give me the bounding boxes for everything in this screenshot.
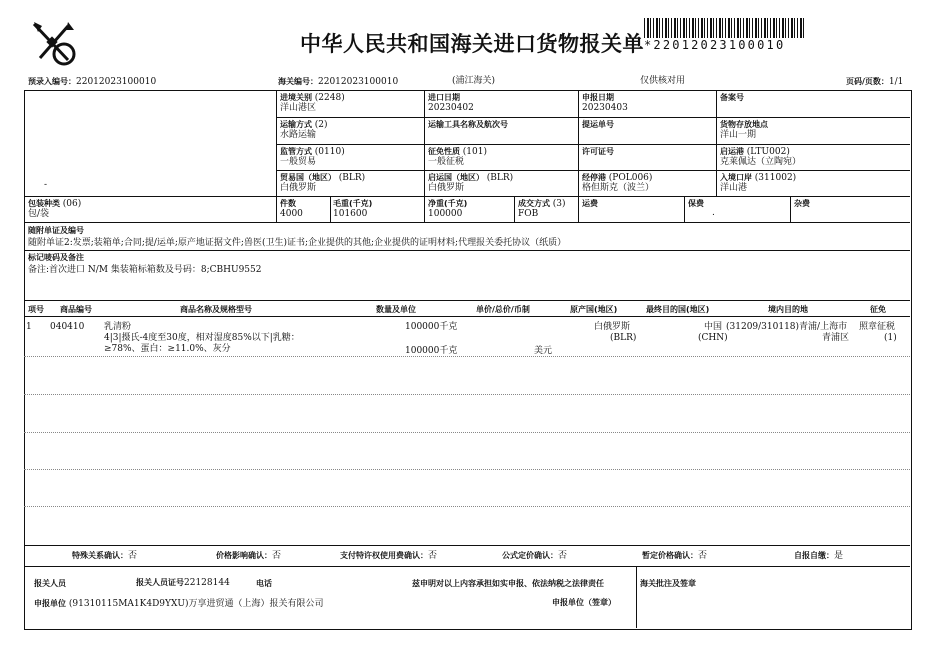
pack-code: (06) (62, 199, 82, 209)
transport-mode: 水路运输 (280, 130, 317, 140)
goods-spec-1: 4|3|摄氏-4度至30度，相对湿度85%以下|乳糖： (104, 333, 300, 343)
entry-port-label: 入境口岸 (720, 173, 752, 182)
trade-country: 白俄罗斯 (280, 183, 317, 193)
royalty-label: 支付特许权使用费确认： (340, 551, 428, 560)
net-weight: 100000 (428, 209, 463, 219)
customs-no-label: 海关编号： (278, 77, 318, 86)
price-label: 价格影响确认： (216, 551, 272, 560)
customs-office: (浦江海关) (452, 76, 496, 86)
price-value: 否 (272, 551, 282, 561)
goods-spec-2: ≥78%、蛋白：≥11.0%、灰分 (104, 344, 231, 354)
preentry-no: 22012023100010 (76, 77, 157, 87)
declare-date: 20230403 (582, 103, 628, 113)
declare-date-label: 申报日期 (582, 93, 614, 102)
goods-dest-code: (CHN) (698, 333, 728, 343)
net-weight-label: 净重(千克) (428, 199, 468, 208)
goods-code: 040410 (50, 322, 85, 332)
customs-no: 22012023100010 (318, 77, 399, 87)
cert-label: 报关人员证号 (136, 578, 184, 587)
goods-col-tax: 征免 (870, 305, 886, 314)
goods-tax-mode: 照章征税 (859, 322, 896, 332)
formula-label: 公式定价确认： (502, 551, 558, 560)
origin-country: 白俄罗斯 (428, 183, 465, 193)
goods-dest-domestic: (31209/310118)青浦/上海市 (726, 322, 848, 332)
form-title: 中华人民共和国海关进口货物报关单 (300, 31, 644, 56)
marks: 备注:首次进口 N/M 集装箱标箱数及号码：8;CBHU9552 (28, 265, 262, 275)
declarant-label: 报关人员 (34, 579, 66, 588)
goods-dest-country: 中国 (704, 322, 723, 332)
goods-col-qty: 数量及单位 (376, 305, 416, 314)
goods-col-dest-domestic: 境内目的地 (768, 305, 808, 314)
gross-weight-label: 毛重(千克) (333, 199, 373, 208)
provisional-label: 暂定价格确认： (642, 551, 698, 560)
goods-col-code: 商品编号 (60, 305, 92, 314)
goods-tax-mode-code: (1) (884, 333, 897, 343)
goods-col-price: 单价/总价/币制 (476, 305, 530, 314)
special-value: 否 (128, 551, 138, 561)
import-date-label: 进口日期 (428, 93, 460, 102)
phone-label: 电话 (256, 579, 272, 588)
goods-col-name: 商品名称及规格型号 (180, 305, 252, 314)
tax-code: (101) (462, 147, 487, 157)
import-customs-label: 进境关别 (280, 93, 312, 102)
goods-currency: 美元 (534, 346, 553, 356)
storage: 洋山一期 (720, 130, 757, 140)
provisional-value: 否 (698, 551, 708, 561)
trade-country-code: (BLR) (338, 173, 366, 183)
barcode (644, 18, 806, 38)
pieces: 4000 (280, 209, 303, 219)
entry-port: 洋山港 (720, 183, 748, 193)
seal-label: 申报单位（签章） (552, 598, 616, 607)
record-no-label: 备案号 (720, 93, 744, 102)
customs-remark-label: 海关批注及签章 (640, 579, 696, 588)
pack: 包/袋 (28, 209, 50, 219)
goods-qty-2: 100000千克 (405, 346, 458, 356)
pieces-label: 件数 (280, 199, 296, 208)
bill-no-label: 提运单号 (582, 120, 614, 129)
docs: 随附单证2:发票;装箱单;合同;提/运单;原产地证据文件;兽医(卫生)证书;企业提供的其他;企业提供的证明材料;代理报关委托协议（纸质） (28, 238, 567, 248)
docs-label: 随附单证及编号 (28, 226, 84, 235)
misc-label: 杂费 (794, 199, 810, 208)
transit-port-code: (POL006) (608, 173, 653, 183)
customs-emblem-icon (28, 18, 78, 68)
transport-mode-code: (2) (314, 120, 328, 130)
insurance-value: . (712, 208, 715, 218)
origin-country-code: (BLR) (486, 173, 514, 183)
insurance-label: 保费 (688, 199, 704, 208)
dep-port-code: (LTU002) (746, 147, 790, 157)
preentry-label: 预录入编号： (28, 77, 76, 86)
unit-label: 申报单位 (34, 599, 66, 608)
gross-weight: 101600 (333, 209, 368, 219)
vessel-label: 运输工具名称及航次号 (428, 120, 508, 129)
statement: 兹申明对以上内容承担如实申报、依法纳税之法律责任 (412, 579, 604, 588)
transit-port-label: 经停港 (582, 173, 606, 182)
unit-name: (91310115MA1K4D9YXU)万享进贸通（上海）报关有限公司 (68, 599, 324, 609)
import-customs-code: (2248) (314, 93, 345, 103)
cert-no: 22128144 (184, 578, 230, 588)
goods-origin: 白俄罗斯 (594, 322, 631, 332)
page-number: 1/1 (888, 77, 904, 87)
goods-col-origin: 原产国(地区) (570, 305, 618, 314)
entry-port-code: (311002) (754, 173, 797, 183)
supervision: 一般贸易 (280, 157, 317, 167)
goods-col-no: 项号 (28, 305, 44, 314)
self-label: 自报自缴： (794, 551, 834, 560)
tax: 一般征税 (428, 157, 465, 167)
supervision-code: (0110) (314, 147, 345, 157)
royalty-value: 否 (428, 551, 438, 561)
goods-dest-domestic-2: 青浦区 (822, 333, 850, 343)
transit-port: 格但斯克（波兰） (582, 183, 655, 193)
storage-label: 货物存放地点 (720, 120, 768, 129)
formula-value: 否 (558, 551, 568, 561)
origin-country-label: 启运国（地区） (428, 173, 484, 182)
goods-no: 1 (26, 322, 32, 332)
deal: FOB (518, 209, 539, 219)
goods-col-dest-country: 最终目的国(地区) (646, 305, 710, 314)
supervision-label: 监管方式 (280, 147, 312, 156)
license-label: 许可证号 (582, 147, 614, 156)
tax-label: 征免性质 (428, 147, 460, 156)
dep-port: 克莱佩达（立陶宛） (720, 157, 802, 167)
goods-name: 乳清粉 (104, 322, 132, 332)
self-value: 是 (834, 551, 844, 561)
marks-label: 标记唛码及备注 (28, 253, 84, 262)
left-dash: - (44, 180, 48, 190)
transport-mode-label: 运输方式 (280, 120, 312, 129)
goods-origin-code: (BLR) (610, 333, 637, 343)
deal-label: 成交方式 (518, 199, 550, 208)
note-verify-only: 仅供核对用 (640, 76, 686, 86)
pack-label: 包装种类 (28, 199, 60, 208)
import-date: 20230402 (428, 103, 474, 113)
form-frame (24, 90, 912, 630)
special-label: 特殊关系确认： (72, 551, 128, 560)
goods-qty-1: 100000千克 (405, 322, 458, 332)
dep-port-label: 启运港 (720, 147, 744, 156)
freight-label: 运费 (582, 199, 598, 208)
deal-code: (3) (552, 199, 566, 209)
trade-country-label: 贸易国（地区） (280, 173, 336, 182)
barcode-text: *22012023100010 (644, 38, 786, 52)
import-customs: 洋山港区 (280, 103, 317, 113)
page-label: 页码/页数： (846, 77, 889, 86)
